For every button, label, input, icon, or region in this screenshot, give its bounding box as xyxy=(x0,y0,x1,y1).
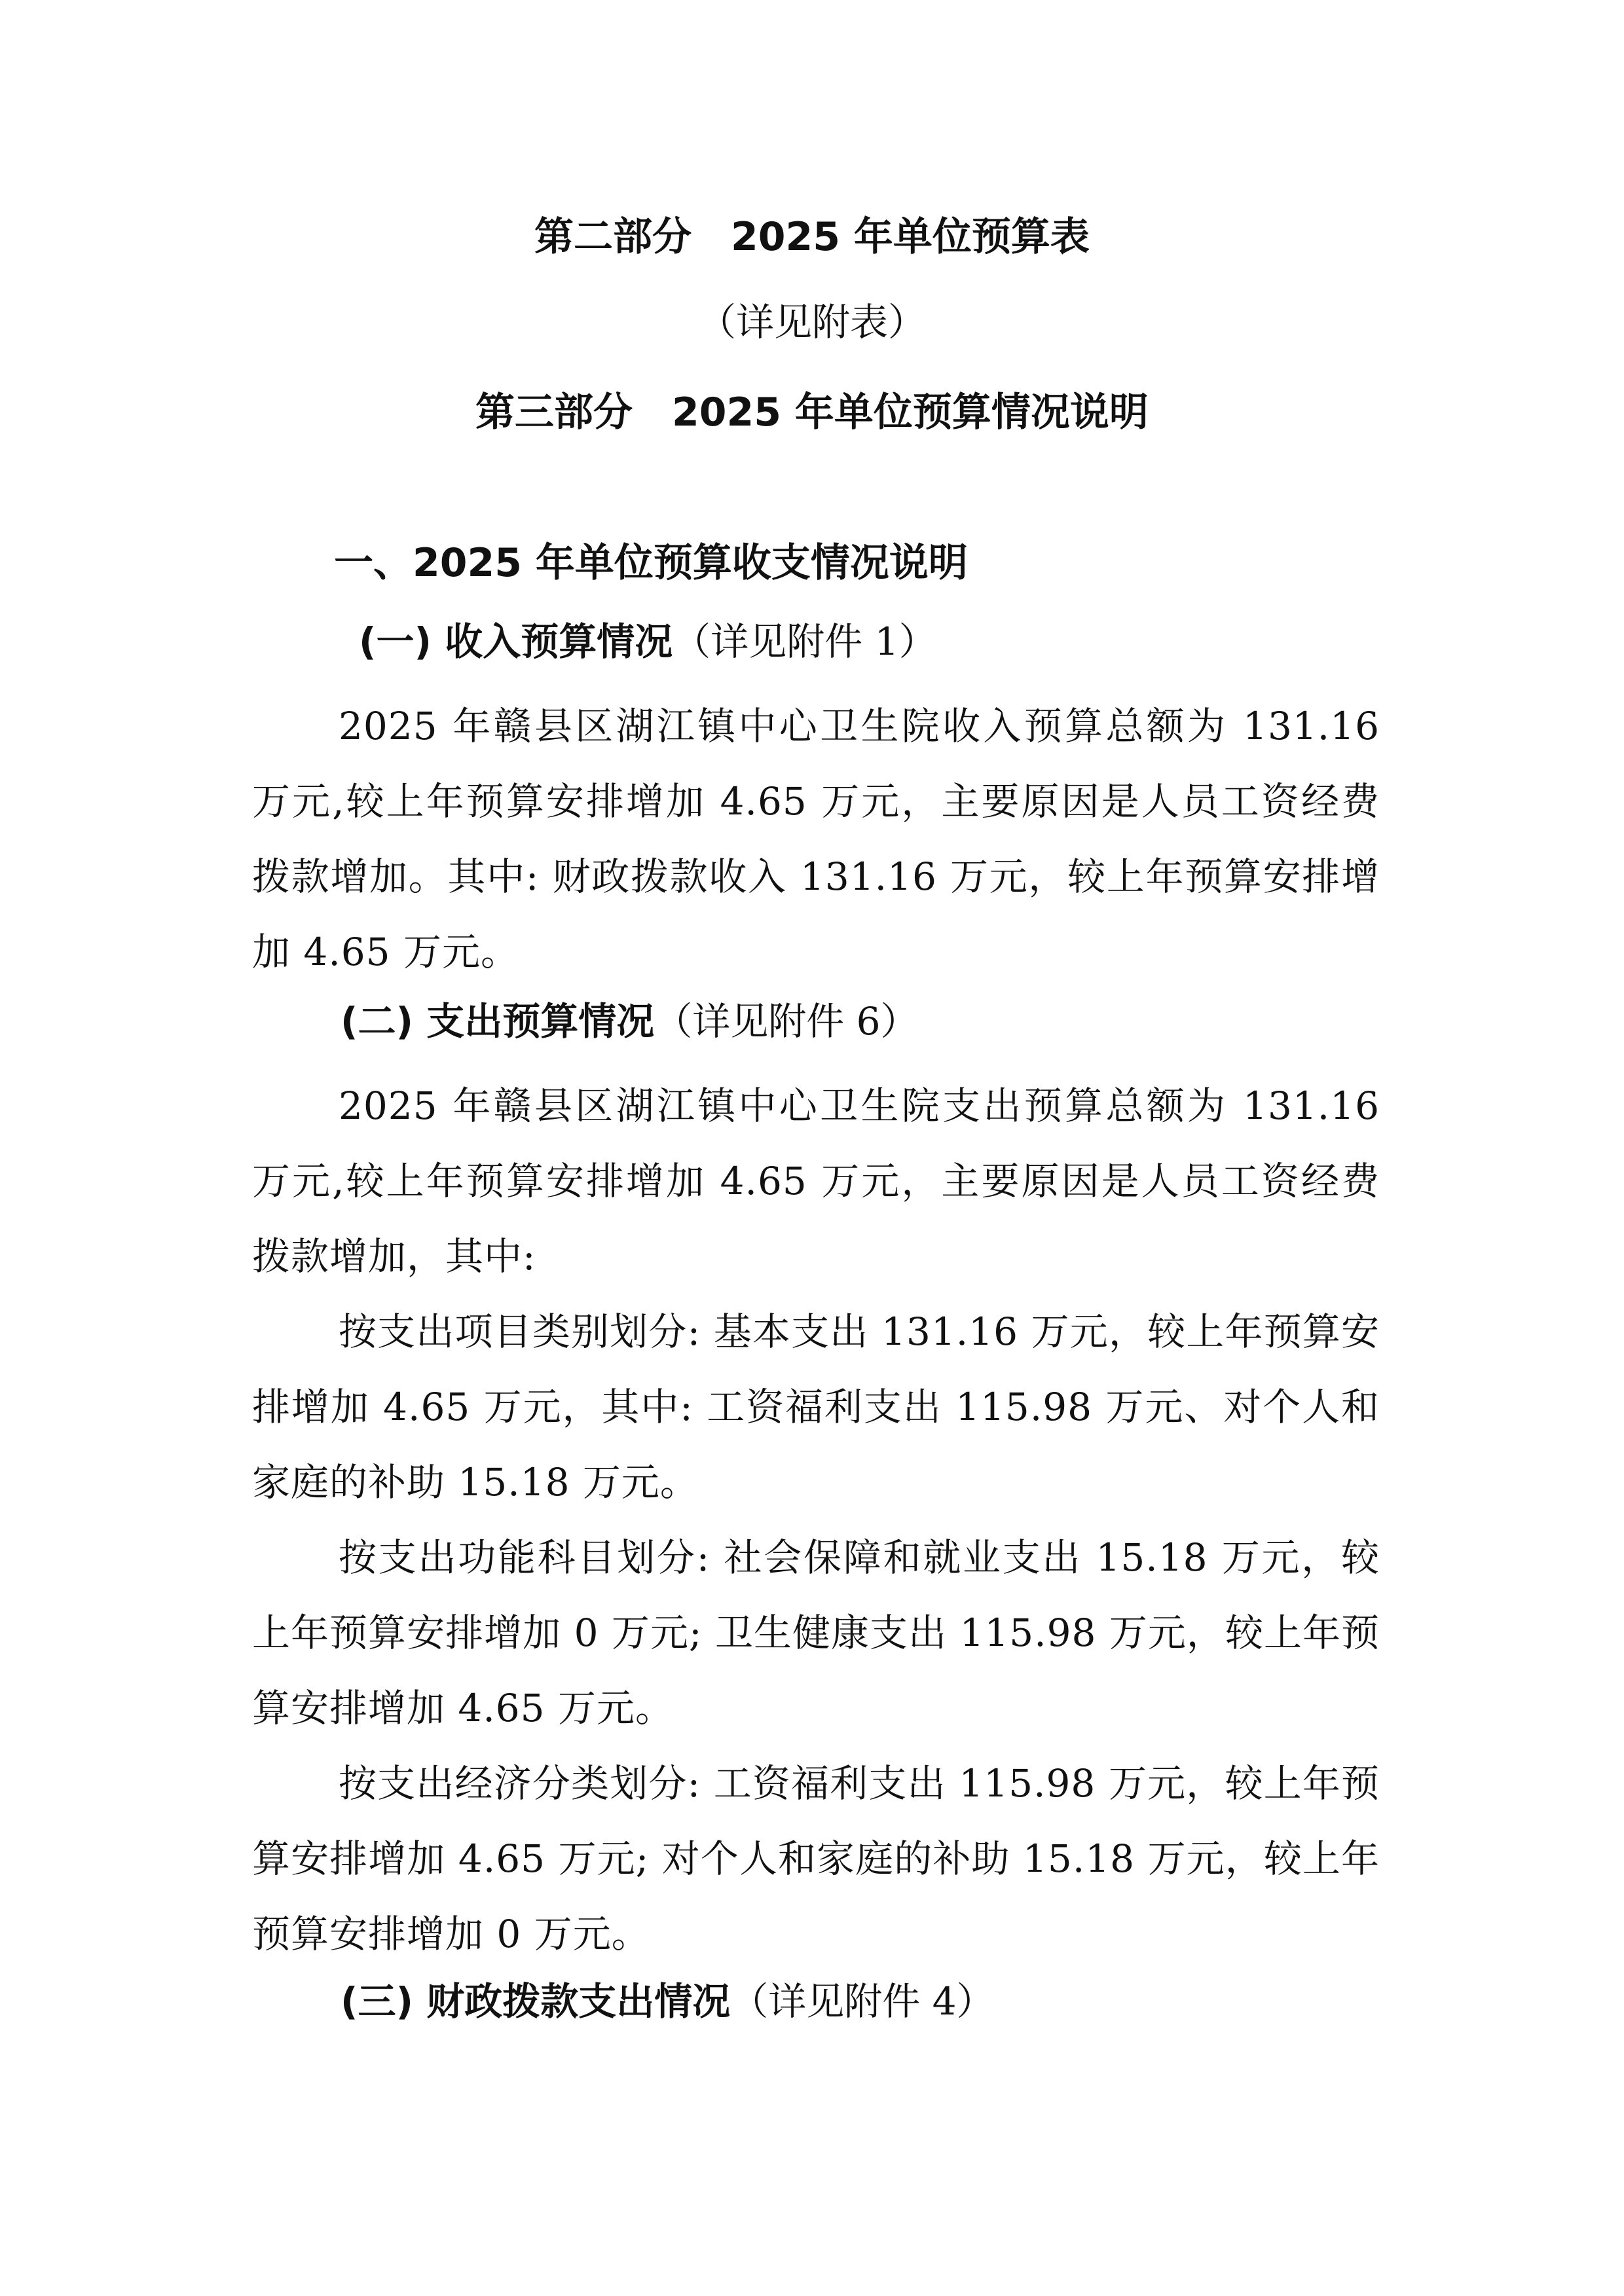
expense-paragraph: 2025 年赣县区湖江镇中心卫生院支出预算总额为 131.16 万元,较上年预算安排增加 4.65 万元，主要原因是人员工资经费拨款增加，其中: xyxy=(252,1084,1380,1279)
fiscal-subtitle xyxy=(341,1975,995,2028)
part2-title: 第二部分 2025 年单位预算表 xyxy=(534,214,1090,260)
part2-note: （详见附表） xyxy=(697,300,926,344)
expense-heading: (二) 支出预算情况 xyxy=(341,999,655,1044)
fiscal-ref: （详见附件 4） xyxy=(730,1979,995,2024)
expense-by-project: 按支出项目类别划分: 基本支出 131.16 万元，较上年预算安排增加 4.65 万元，其中: 工资福利支出 115.98 万元、对个人和家庭的补助 15.18 万元。 xyxy=(252,1309,1380,1504)
part3-title: 第三部分 2025 年单位预算情况说明 xyxy=(475,390,1149,435)
expense-ref: （详见附件 6） xyxy=(654,999,919,1044)
expense-by-function: 按支出功能科目划分: 社会保障和就业支出 15.18 万元，较上年预算安排增加 0 万元; 卫生健康支出 115.98 万元，较上年预算安排增加 4.65 万元。 xyxy=(252,1535,1380,1730)
fiscal-heading: (三) 财政拨款支出情况 xyxy=(341,1979,731,2024)
expense-by-economic: 按支出经济分类划分: 工资福利支出 115.98 万元，较上年预算安排增加 4.65 万元; 对个人和家庭的补助 15.18 万元，较上年预算安排增加 0 万元。 xyxy=(252,1761,1380,1956)
income-paragraph: 2025 年赣县区湖江镇中心卫生院收入预算总额为 131.16 万元,较上年预算安排增加 4.65 万元，主要原因是人员工资经费拨款增加。其中: 财政拨款收入 131.16 万元，较上年预算安排增加 4.65 万元。 xyxy=(252,704,1380,974)
income-heading: (一) 收入预算情况 xyxy=(359,619,673,664)
expense-subtitle xyxy=(341,995,919,1048)
section1-title: 一、2025 年单位预算收支情况说明 xyxy=(334,540,968,586)
income-ref: （详见附件 1） xyxy=(673,619,937,664)
income-subtitle xyxy=(359,615,937,668)
